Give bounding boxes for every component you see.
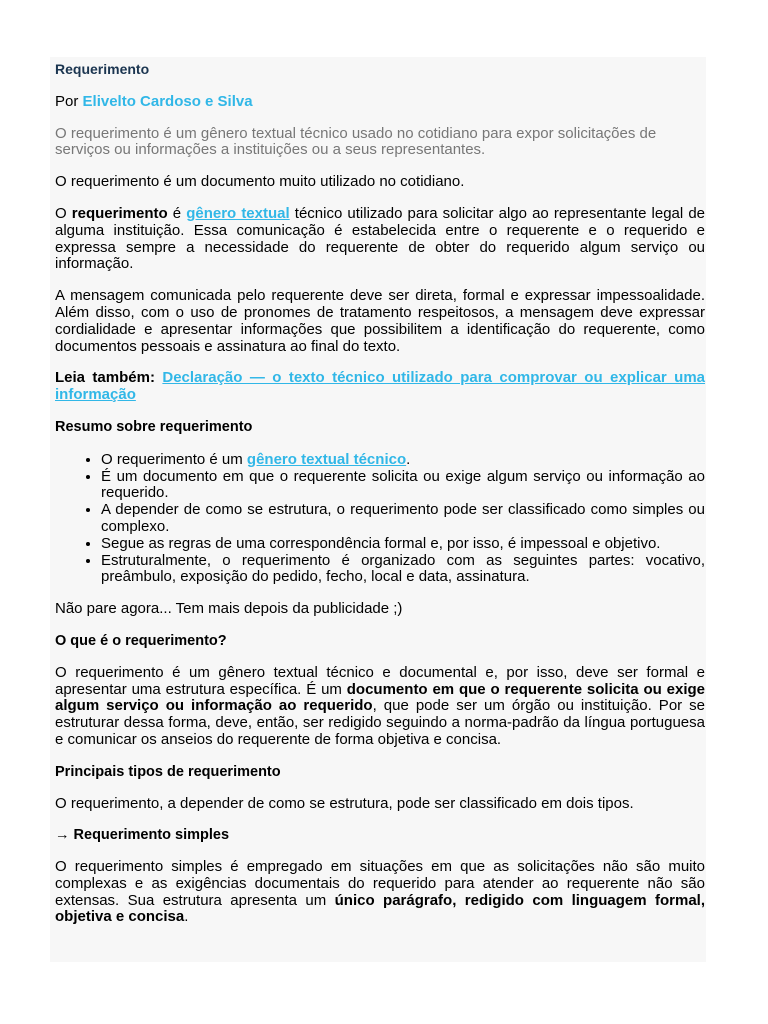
what-is-paragraph [55,665,705,749]
intro-paragraph: O requerimento é um documento muito utilizado no cotidiano. [55,173,465,191]
text: O requerimento é um gênero textual técnico e documental e, por isso, deve ser formal e apresentar uma estrutura específica. É um [55,663,705,698]
text: . [184,908,189,926]
what-is-heading: O que é o requerimento? [55,632,227,649]
author-prefix: Por [55,92,79,110]
author-link[interactable]: Elivelto Cardoso e Silva [82,92,253,110]
text: é [167,204,187,222]
list-item: • Estruturalmente, o requerimento é organizado com as seguintes partes: vocativo, preâmbulo, exposição do pedido, fecho, local e data, assinatura. [101,553,705,587]
bold-structure: único parágrafo, redigido com linguagem formal, objetiva e concisa [55,891,706,926]
list-item: • A depender de como se estrutura, o requerimento pode ser classificado como simples ou complexo. [101,502,705,536]
list-item: • Segue as regras de uma correspondência formal e, por isso, é impessoal e objetivo. [101,536,705,553]
simple-heading: → Requerimento simples [55,827,230,844]
text: O requerimento simples é empregado em situações em que as solicitações não são muito complexas e as exigências documentais do requerido para atender ao requerente não são extensas. Sua estrutura apresenta um [55,858,705,909]
text: técnico utilizado para solicitar algo ao representante legal de alguma instituição. Essa comunicação é estabelecida entre o requerente e o requerido e expressa sempre a necessidade do requerente de obter do requerido algum serviço ou informação. [55,204,706,273]
read-also-link[interactable]: Declaração — o texto técnico utilizado para comprovar ou explicar uma informação [55,369,706,404]
read-also-label: Leia também: [55,369,155,387]
summary-heading: Resumo sobre requerimento [55,418,253,435]
text: . [406,450,411,468]
list-item [101,452,705,469]
text: O [55,204,72,222]
text: O requerimento é um [101,450,247,468]
types-heading: Principais tipos de requerimento [55,763,281,780]
types-paragraph: O requerimento, a depender de como se estrutura, pode ser classificado em dois tipos. [55,794,634,812]
read-also [55,370,705,404]
paragraph-definition [55,206,705,273]
genero-textual-link[interactable]: gênero textual [186,204,290,222]
simple-paragraph [55,859,705,926]
lead-paragraph: O requerimento é um gênero textual técnico usado no cotidiano para expor solicitações de serviços ou informações a instituições ou a seus representantes. [55,124,657,159]
genero-textual-tecnico-link[interactable]: gênero textual técnico [246,450,407,468]
bold-term: requerimento [71,204,168,222]
list-item: • É um documento em que o requerente solicita ou exige algum serviço ou informação ao requerido. [101,469,705,503]
article [55,61,705,926]
text: , que pode ser um órgão ou instituição. Por se estruturar dessa forma, deve, então, ser redigido seguindo a norma-padrão da língua portuguesa e comunicar os anseios do requerente de forma objetiva e concisa. [55,697,706,748]
bold-definition: documento em que o requerente solicita ou exige algum serviço ou informação ao requerido [55,680,705,715]
author-line [55,94,705,111]
paragraph-message: A mensagem comunicada pelo requerente deve ser direta, formal e expressar impessoalidade. Além disso, com o uso de pronomes de tratamento respeitosos, a mensagem deve expressar cordialidade e apresentar informações que possibilitem a identificação do requerente, como documentos pessoais e assinatura ao final do texto. [55,287,705,355]
ad-note: Não pare agora... Tem mais depois da publicidade ;) [55,600,403,618]
article-title: Requerimento [55,61,150,77]
summary-list [55,452,705,586]
